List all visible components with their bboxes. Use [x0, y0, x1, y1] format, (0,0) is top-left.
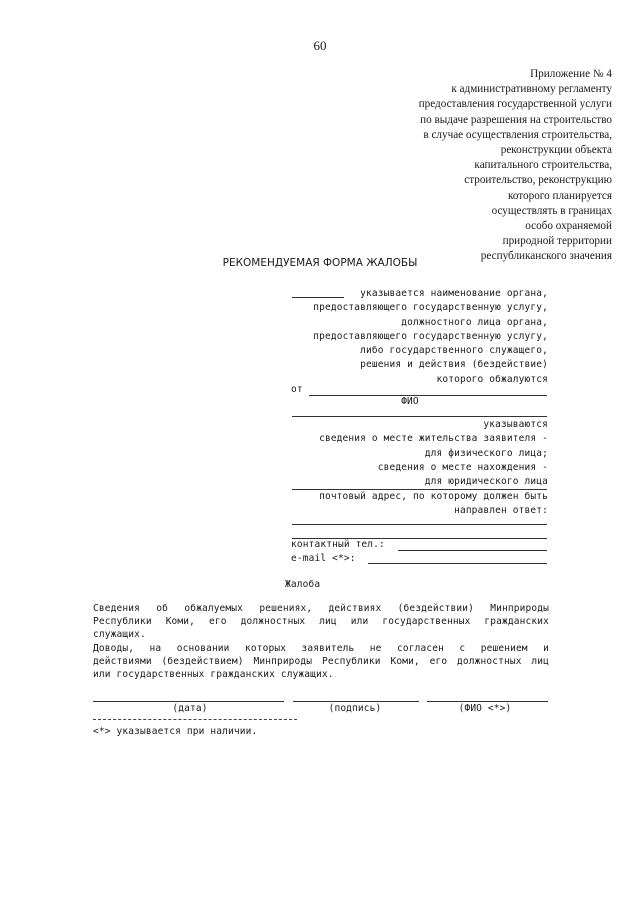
appendix-line: к административному регламенту: [451, 83, 612, 96]
addressee-line-text: должностного лица органа,: [401, 316, 548, 328]
complaint-body: [93, 602, 549, 681]
email-label: e-mail <*>:: [291, 553, 356, 564]
body-line: Сведения об обжалуемых решениях, действиях (бездействии) Минприроды: [93, 603, 549, 614]
appendix-line: республиканского значения: [480, 250, 612, 263]
signature-fio-line[interactable]: [427, 701, 548, 702]
body-line: или государственных гражданских служащих.: [93, 669, 334, 681]
postal-line-1: почтовый адрес, по которому должен быть: [319, 491, 548, 502]
addressee-line-text: указывается наименование органа,: [360, 288, 548, 299]
postal-block: [285, 490, 548, 519]
body-line: действиями (бездействием) Минприроды Республики Коми, его должностных лиц: [93, 655, 549, 667]
fio-label: ФИО: [401, 396, 419, 407]
page-number: 60: [313, 38, 327, 53]
from-label: от: [291, 384, 303, 395]
appendix-line: строительство, реконструкцию: [464, 174, 612, 187]
residence-block: [285, 418, 548, 489]
date-line[interactable]: [93, 701, 284, 702]
sign-label: (подпись): [328, 703, 382, 714]
appendix-line: которого планируется: [507, 189, 612, 202]
addressee-line-text: которого обжалуются: [436, 373, 548, 385]
footnote-separator: [93, 719, 297, 720]
postal-line-a[interactable]: [292, 524, 547, 525]
residence-line-text: сведения о месте нахождения -: [377, 461, 548, 473]
addressee-line-text: решения и действия (бездействие): [360, 359, 548, 371]
body-line: Республики Коми, его должностных лиц или государственных гражданских: [93, 616, 549, 628]
addressee-line-text: либо государственного служащего,: [360, 345, 548, 357]
addressee-line-text: предоставляющего государственную услугу,: [313, 330, 548, 342]
contact-phone-line[interactable]: [398, 550, 547, 551]
postal-line-2: направлен ответ:: [454, 505, 548, 517]
appendix-line: осуществлять в границах: [491, 204, 612, 217]
appendix-line: особо охраняемой: [525, 220, 612, 233]
residence-line-text: для физического лица;: [424, 447, 548, 459]
residence-line-text: для юридического лица: [424, 476, 548, 488]
complaint-title: Жалоба: [285, 579, 321, 590]
date-label: (дата): [172, 703, 208, 714]
fio-line[interactable]: [292, 416, 547, 417]
appendix-line: капитального строительства,: [474, 159, 612, 172]
appendix-line: в случае осуществления строительства,: [423, 128, 612, 141]
sign-fio-label: (ФИО <*>): [458, 703, 512, 714]
appendix-line: предоставления государственной услуги: [418, 98, 612, 111]
appendix-line: природной территории: [502, 235, 612, 248]
contact-phone-label: контактный тел.:: [291, 539, 385, 550]
appendix-line: реконструкции объекта: [500, 144, 612, 157]
signature-line[interactable]: [293, 701, 419, 702]
residence-line-text: указываются: [483, 419, 548, 430]
addressee-block: [285, 287, 548, 387]
appendix-block: [292, 67, 612, 265]
email-line[interactable]: [368, 563, 547, 564]
residence-line-text: сведения о месте жительства заявителя -: [319, 433, 548, 445]
appendix-line: Приложение № 4: [530, 68, 612, 80]
body-line: служащих.: [93, 629, 146, 641]
body-line: Доводы, на основании которых заявитель не согласен с решением и: [93, 642, 549, 654]
appendix-line: по выдаче разрешения на строительство: [420, 113, 612, 126]
form-title: РЕКОМЕНДУЕМАЯ ФОРМА ЖАЛОБЫ: [222, 257, 418, 269]
footnote: <*> указывается при наличии.: [93, 726, 258, 737]
addressee-line-text: предоставляющего государственную услугу,: [313, 302, 548, 314]
